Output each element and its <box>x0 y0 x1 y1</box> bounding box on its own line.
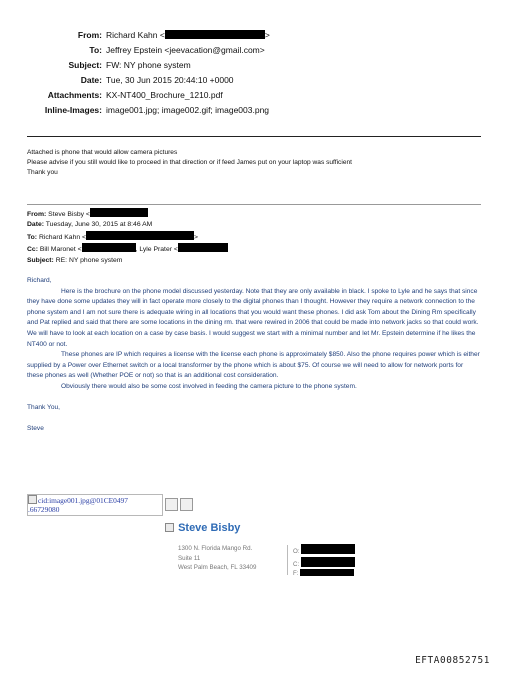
broken-image-placeholder <box>27 494 163 516</box>
office-label: O: <box>293 548 300 555</box>
redaction-box <box>82 243 136 252</box>
inline-images-label: Inline-Images: <box>44 105 102 115</box>
from-close: > <box>264 30 270 40</box>
broken-image-alt: cid:image001.jpg@01CE0497 <box>38 496 128 505</box>
fwd-subject-label: Subject: <box>27 256 54 264</box>
fwd-cc-value: Bill Maronet < <box>39 246 82 254</box>
signature-name-block <box>165 522 240 536</box>
address-line: West Palm Beach, FL 33409 <box>178 564 257 572</box>
fax-label: F: <box>293 570 299 578</box>
header-inline-images-row <box>0 103 512 117</box>
redaction-box <box>86 231 194 240</box>
attachments-value: KX-NT400_Brochure_1210.pdf <box>106 90 223 100</box>
broken-image-icon <box>165 498 178 511</box>
redaction-box <box>301 557 355 567</box>
header-to-row <box>0 43 512 57</box>
signature-contact <box>293 544 355 579</box>
signature-divider <box>287 545 288 575</box>
greeting: Richard, <box>27 277 52 284</box>
fwd-from-label: From: <box>27 211 47 218</box>
address-line: Suite 11 <box>178 554 201 562</box>
from-value: Richard Kahn < <box>106 30 165 40</box>
date-value: Tue, 30 Jun 2015 20:44:10 +0000 <box>106 75 234 85</box>
note-line: Please advise if you still would like to proceed in that direction or if feed James put on your laptop was sufficient <box>27 159 352 166</box>
to-label: To: <box>89 45 102 55</box>
fwd-cc-value-2: , Lyle Prater < <box>135 246 178 254</box>
signature-name: Steve Bisby <box>178 522 241 534</box>
header-from-row <box>0 28 512 42</box>
redaction-box <box>178 243 228 252</box>
broken-image-alt-2: .66729080 <box>28 505 60 514</box>
fwd-cc-label: Cc: <box>27 246 38 254</box>
fwd-subject-value: RE: NY phone system <box>55 256 123 264</box>
fwd-from-row <box>27 208 481 220</box>
fwd-to-close: > <box>194 233 198 241</box>
attachments-label: Attachments: <box>47 90 102 100</box>
address-line: 1300 N. Florida Mango Rd. <box>178 545 253 552</box>
broken-image-icon <box>165 523 174 532</box>
email-body <box>27 276 481 435</box>
date-label: Date: <box>80 75 102 85</box>
fwd-from-value: Steve Bisby < <box>48 211 90 218</box>
redaction-box <box>301 544 355 554</box>
redaction-box <box>300 569 354 576</box>
fwd-cc-row <box>27 243 481 255</box>
fwd-date-value: Tuesday, June 30, 2015 at 8:46 AM <box>45 221 153 229</box>
header-date-row <box>0 73 512 87</box>
fwd-to-label: To: <box>27 233 38 241</box>
body-paragraph: Here is the brochure on the phone model discussed yesterday. Note that they are only available in black. I spoke to Lyle and he says that since they have done some updates they will in fact operate more closely to the digital phones than I thought. However they require a network connection to the phone system and I am not sure there is adequate wiring in all locations that you would want these phones. I did ask Tom about the Dining Rm specifically and Pat replied and said that there are some locations in the dining rm. that were rewired in 2006 that could be made into network jacks so that could work. We will have to look at each location on a case by case basis. I would suggest we start with a minimal number and let Mr. Epstein determine if he likes the NT400 or not. <box>27 287 479 348</box>
broken-image-icon <box>180 498 193 511</box>
cell-label: C: <box>293 560 300 568</box>
header-attachments-row <box>0 88 512 102</box>
note-line: Attached is phone that would allow camera pictures <box>27 149 178 156</box>
sender-name: Steve <box>27 425 44 433</box>
fwd-date-label: Date: <box>27 221 44 229</box>
inline-images-value: image001.jpg; image002.gif; image003.png <box>106 105 270 115</box>
forwarded-header <box>27 204 481 266</box>
note-line: Thank you <box>27 169 58 176</box>
body-paragraph: These phones are IP which requires a license with the license each phone is approximately $850. Also the phone requires power which is either supplied by a Power over Ethernet switch or a local transformer by the phone which is about $75. Of course we will need to allow for network ports for these phones as well (Whether POE or not) so that is an additional cost consideration. <box>27 351 480 380</box>
body-paragraph: Obviously there would also be some cost involved in feeding the camera picture to the phone system. <box>61 382 357 390</box>
fwd-to-row <box>27 231 481 243</box>
closing: Thank You, <box>27 404 60 412</box>
header-subject-row <box>0 58 512 72</box>
from-label: From: <box>77 30 102 40</box>
redaction-box <box>90 208 148 217</box>
broken-image-icon <box>28 495 37 504</box>
document-stamp: EFTA00852751 <box>415 655 490 666</box>
fwd-to-value: Richard Kahn < <box>38 233 86 241</box>
signature-address <box>178 544 256 573</box>
to-value: Jeffrey Epstein <jeevacation@gmail.com> <box>106 45 265 55</box>
redaction-box <box>165 30 265 39</box>
fwd-date-row <box>27 220 481 230</box>
header-divider <box>27 136 481 137</box>
forward-note <box>27 148 352 178</box>
subject-value: FW: NY phone system <box>106 60 191 70</box>
subject-label: Subject: <box>68 60 102 70</box>
fwd-subject-row <box>27 256 481 266</box>
